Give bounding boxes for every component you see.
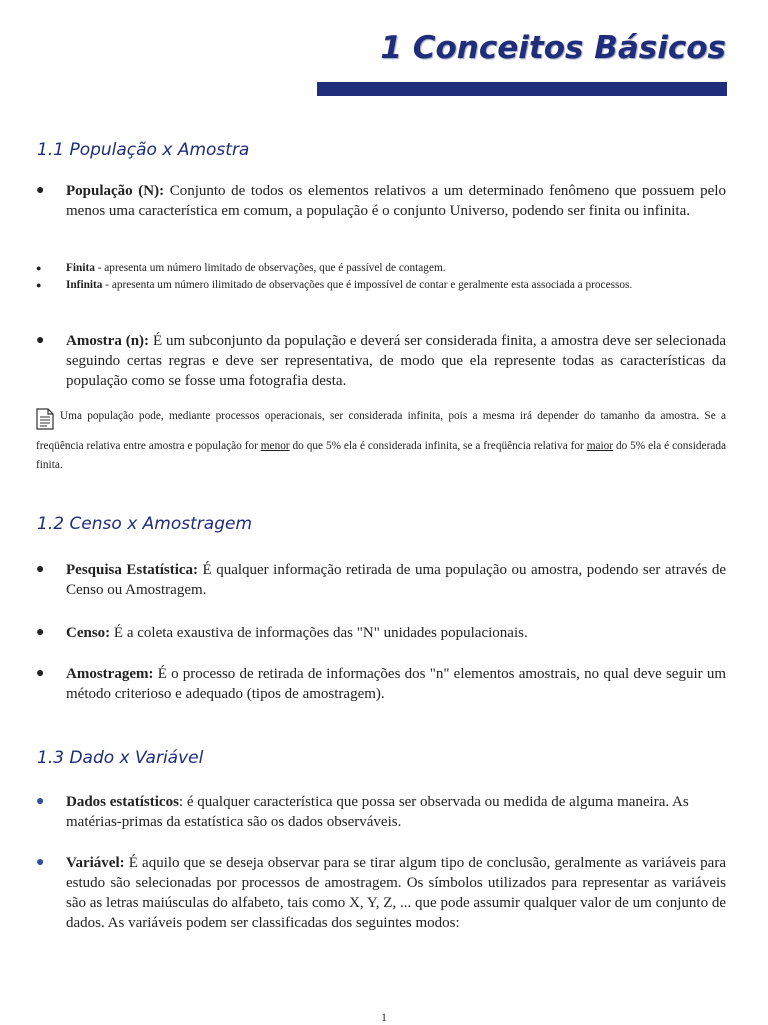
chapter-title: 1 Conceitos Básicos bbox=[380, 30, 726, 66]
term-label: Infinita bbox=[66, 279, 103, 291]
section-heading-1-2: 1.2 Censo x Amostragem bbox=[37, 514, 252, 534]
bullet-amostragem bbox=[36, 664, 726, 704]
title-underline-bar bbox=[317, 82, 727, 96]
bullet-variavel bbox=[36, 853, 726, 933]
term-definition: É a coleta exaustiva de informações das "N" unidades populacionais. bbox=[110, 625, 528, 641]
list-item bbox=[36, 181, 726, 221]
note-text-part: do 5% ela é considerada finita. bbox=[36, 440, 727, 471]
term-label: População (N): bbox=[66, 183, 165, 199]
term-definition: - apresenta um número limitado de observações, que é passível de contagem. bbox=[94, 262, 446, 274]
term-label: Variável: bbox=[66, 855, 125, 871]
term-definition: É aquilo que se deseja observar para se tirar algum tipo de conclusão, geralmente as variáveis para estudo são selecionadas por processos de amostragem. Os símbolos utilizados para representar as variáveis são as letras maiúsculas do alfabeto, tais como X, Y, Z, ... que pode assumir qualquer valor de um conjunto de dados. As variáveis podem ser classificadas dos seguintes modos: bbox=[66, 855, 726, 931]
bullet-infinita bbox=[36, 277, 726, 294]
bullet-icon: ● bbox=[36, 855, 45, 870]
bullet-icon: ● bbox=[36, 333, 45, 348]
section-heading-1-3: 1.3 Dado x Variável bbox=[37, 748, 204, 768]
bullet-pesquisa bbox=[36, 560, 726, 600]
bullet-censo bbox=[36, 623, 726, 643]
bullet-icon: ● bbox=[36, 263, 42, 273]
note-text-part: do que 5% ela é considerada infinita, se a freqüência relativa for bbox=[289, 440, 587, 452]
note-text-part: Uma população pode, mediante processos operacionais, ser considerada infinita, pois a mesma irá depender do tamanho da amostra. Se a freqüência relativa entre amostra e população for bbox=[36, 410, 726, 452]
bullet-dados bbox=[36, 792, 726, 832]
bullet-icon: ● bbox=[36, 280, 42, 290]
section-heading-1-1: 1.1 População x Amostra bbox=[37, 140, 250, 160]
bullet-icon: ● bbox=[36, 183, 45, 198]
term-definition: Conjunto de todos os elementos relativos a um determinado fenômeno que possuem pelo menos uma característica em comum, a população é o conjunto Universo, podendo ser finita ou infinita. bbox=[66, 183, 726, 219]
bullet-amostra bbox=[36, 331, 726, 391]
bullet-populacao bbox=[36, 181, 726, 221]
list-item bbox=[36, 331, 726, 391]
term-label: Amostra (n): bbox=[66, 333, 150, 349]
list-item bbox=[36, 853, 726, 933]
term-definition: É o processo de retirada de informações dos "n" elementos amostrais, no qual deve seguir um método criterioso e adequado (tipos de amostragem). bbox=[66, 666, 726, 702]
list-item bbox=[36, 560, 726, 600]
document-note-icon bbox=[36, 408, 54, 437]
term-label: Finita bbox=[66, 262, 95, 274]
list-item bbox=[36, 277, 726, 294]
bullet-icon: ● bbox=[36, 666, 45, 681]
list-item bbox=[36, 260, 726, 277]
term-label: Dados estatísticos bbox=[66, 794, 179, 810]
list-item bbox=[36, 792, 726, 832]
term-label: Censo: bbox=[66, 625, 111, 641]
bullet-finita bbox=[36, 260, 726, 277]
note-paragraph bbox=[36, 407, 726, 475]
term-label: Amostragem: bbox=[66, 666, 154, 682]
term-definition: É qualquer informação retirada de uma população ou amostra, podendo ser através de Censo ou Amostragem. bbox=[66, 562, 727, 598]
list-item bbox=[36, 664, 726, 704]
term-definition: : é qualquer característica que possa ser observada ou medida de alguma maneira. As matérias-primas da estatística são os dados observáveis. bbox=[66, 794, 689, 830]
note-emphasis-maior: maior bbox=[586, 440, 614, 452]
bullet-icon: ● bbox=[36, 794, 45, 809]
list-item bbox=[36, 623, 726, 643]
note-emphasis-menor: menor bbox=[260, 440, 290, 452]
page-number: 1 bbox=[381, 1010, 387, 1024]
term-label: Pesquisa Estatística: bbox=[66, 562, 199, 578]
term-definition: - apresenta um número ilimitado de observações que é impossível de contar e geralmente esta associada a processos. bbox=[102, 279, 633, 291]
bullet-icon: ● bbox=[36, 562, 45, 577]
bullet-icon: ● bbox=[36, 625, 45, 640]
term-definition: É um subconjunto da população e deverá ser considerada finita, a amostra deve ser selecionada seguindo certas regras e deve ser representativa, de modo que ela represente todas as características da população como se fosse uma fotografia desta. bbox=[66, 333, 726, 389]
